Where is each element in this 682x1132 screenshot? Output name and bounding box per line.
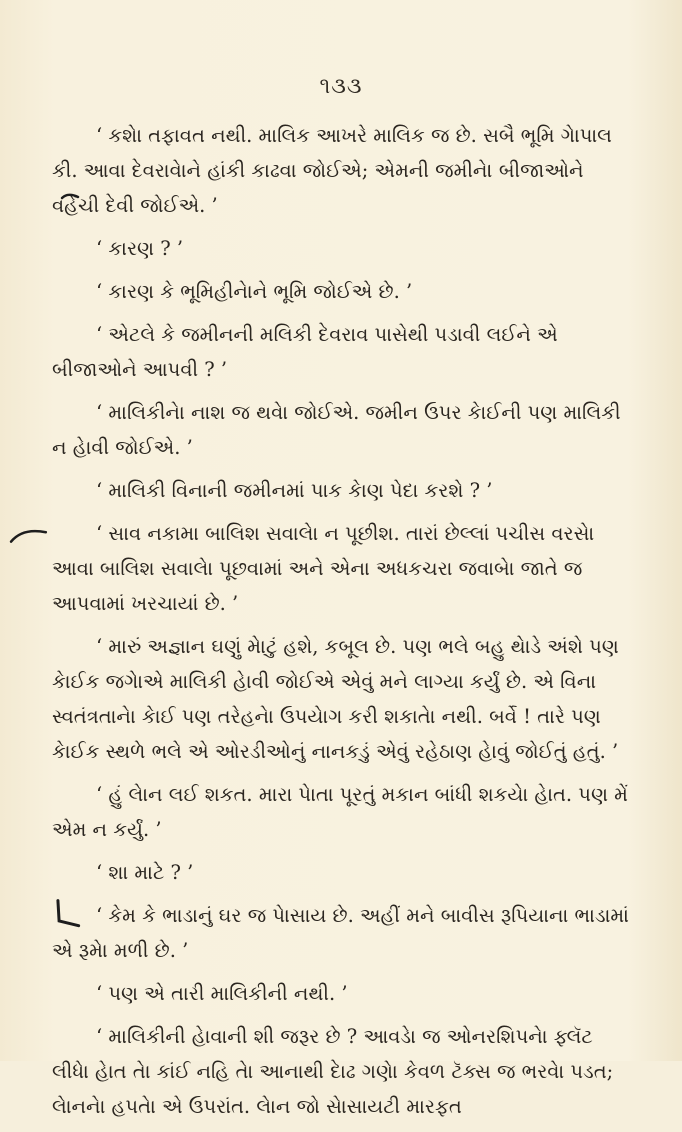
paragraph: ‘ માલિકીની હેાવાની શી જરૂર છે ? આવડાે જ ઓનરશિપનાે ફ્લૅટ લીધાે હેાત તાે કાંઈ નહિ તાે આનાથી દેાઢ ગણાે કેવળ ટૅક્સ જ ભરવાે પડત; લેાનનાે હપતાે એ ઉપરાંત. લેાન જો સાેસાયટી મારફત	[52, 1025, 614, 1118]
paragraph: ‘ સાવ નકામા બાલિશ સવાલેા ન પૂછીશ. તારાં છેલ્લાં પચીસ વરસેા આવા બાલિશ સવાલેા પૂછવામાં અને એના અધકચરા જવાબેા જાતે જ આપવામાં ખરચાયાં છે. ’	[52, 522, 595, 615]
pencil-mark-icon	[7, 524, 49, 546]
paragraph: ‘ શા માટે ? ’	[96, 861, 194, 884]
paragraph: ‘ હું લેાન લઈ શકત. મારા પાેતા પૂરતું મકાન બાંધી શકયાે હેાત. પણ મેં એમ ન કર્યું. ’	[52, 783, 628, 841]
paragraph: ‘ માલિકીનાે નાશ જ થવેા જોઈએ. જમીન ઉપર કાેઈની પણ માલિકી ન હેાવી જોઈએ. ’	[52, 401, 621, 459]
body-text	[52, 118, 632, 1132]
pencil-mark-icon	[48, 898, 86, 932]
paragraph: ‘ કેમ કે ભાડાનું ઘર જ પાેસાય છે. અહીં મને બાવીસ રૂપિયાના ભાડામાં એ રૂમેા મળી છે. ’	[52, 904, 629, 962]
paragraph: ‘ મારું અજ્ઞાન ઘણું માેટું હશે, કબૂલ છે. પણ ભલે બહુ થાેડે અંશે પણ કાેઈક જગાેએ માલિકી હેાવી જોઈએ એવું મને લાગ્યા કર્યું છે. એ વિના સ્વતંત્રતાનાે કાેઈ પણ તરેહનાે ઉપયાેગ કરી શકાતાે નથી. બર્વે ! તારે પણ કાેઈક સ્થળે ભલે એ ઓરડીઓનું નાનકડું એવું રહેઠાણ હેાવું જોઈતું હતું. ’	[52, 635, 619, 763]
page-number: ૧૩૩	[319, 74, 363, 99]
paragraph: ‘ પણ એ તારી માલિકીની નથી. ’	[96, 982, 348, 1005]
paragraph: ‘ કારણ કે ભૂમિહીનાેને ભૂમિ જોઈએ છે. ’	[96, 280, 413, 303]
paragraph: ‘ કશેા તફાવત નથી. માલિક આખરે માલિક જ છે. સબૈ ભૂમિ ગાેપાલ કી. આવા દેવરાવેાને હાંકી કાઢવા જોઈએ; એમની જમીને। બીજાઓને વહેંચી દેવી જોઈએ. ’	[52, 124, 612, 217]
paragraph: ‘ માલિકી વિનાની જમીનમાં પાક કાેણ પેદા કરશે ? ’	[96, 479, 493, 502]
paragraph: ‘ એટલે કે જમીનની મલિકી દેવરાવ પાસેથી પડાવી લઈને એ બીજાઓને આપવી ? ’	[52, 323, 558, 381]
paragraph: ‘ કારણ ? ’	[96, 237, 184, 260]
pencil-mark-icon	[60, 192, 80, 202]
